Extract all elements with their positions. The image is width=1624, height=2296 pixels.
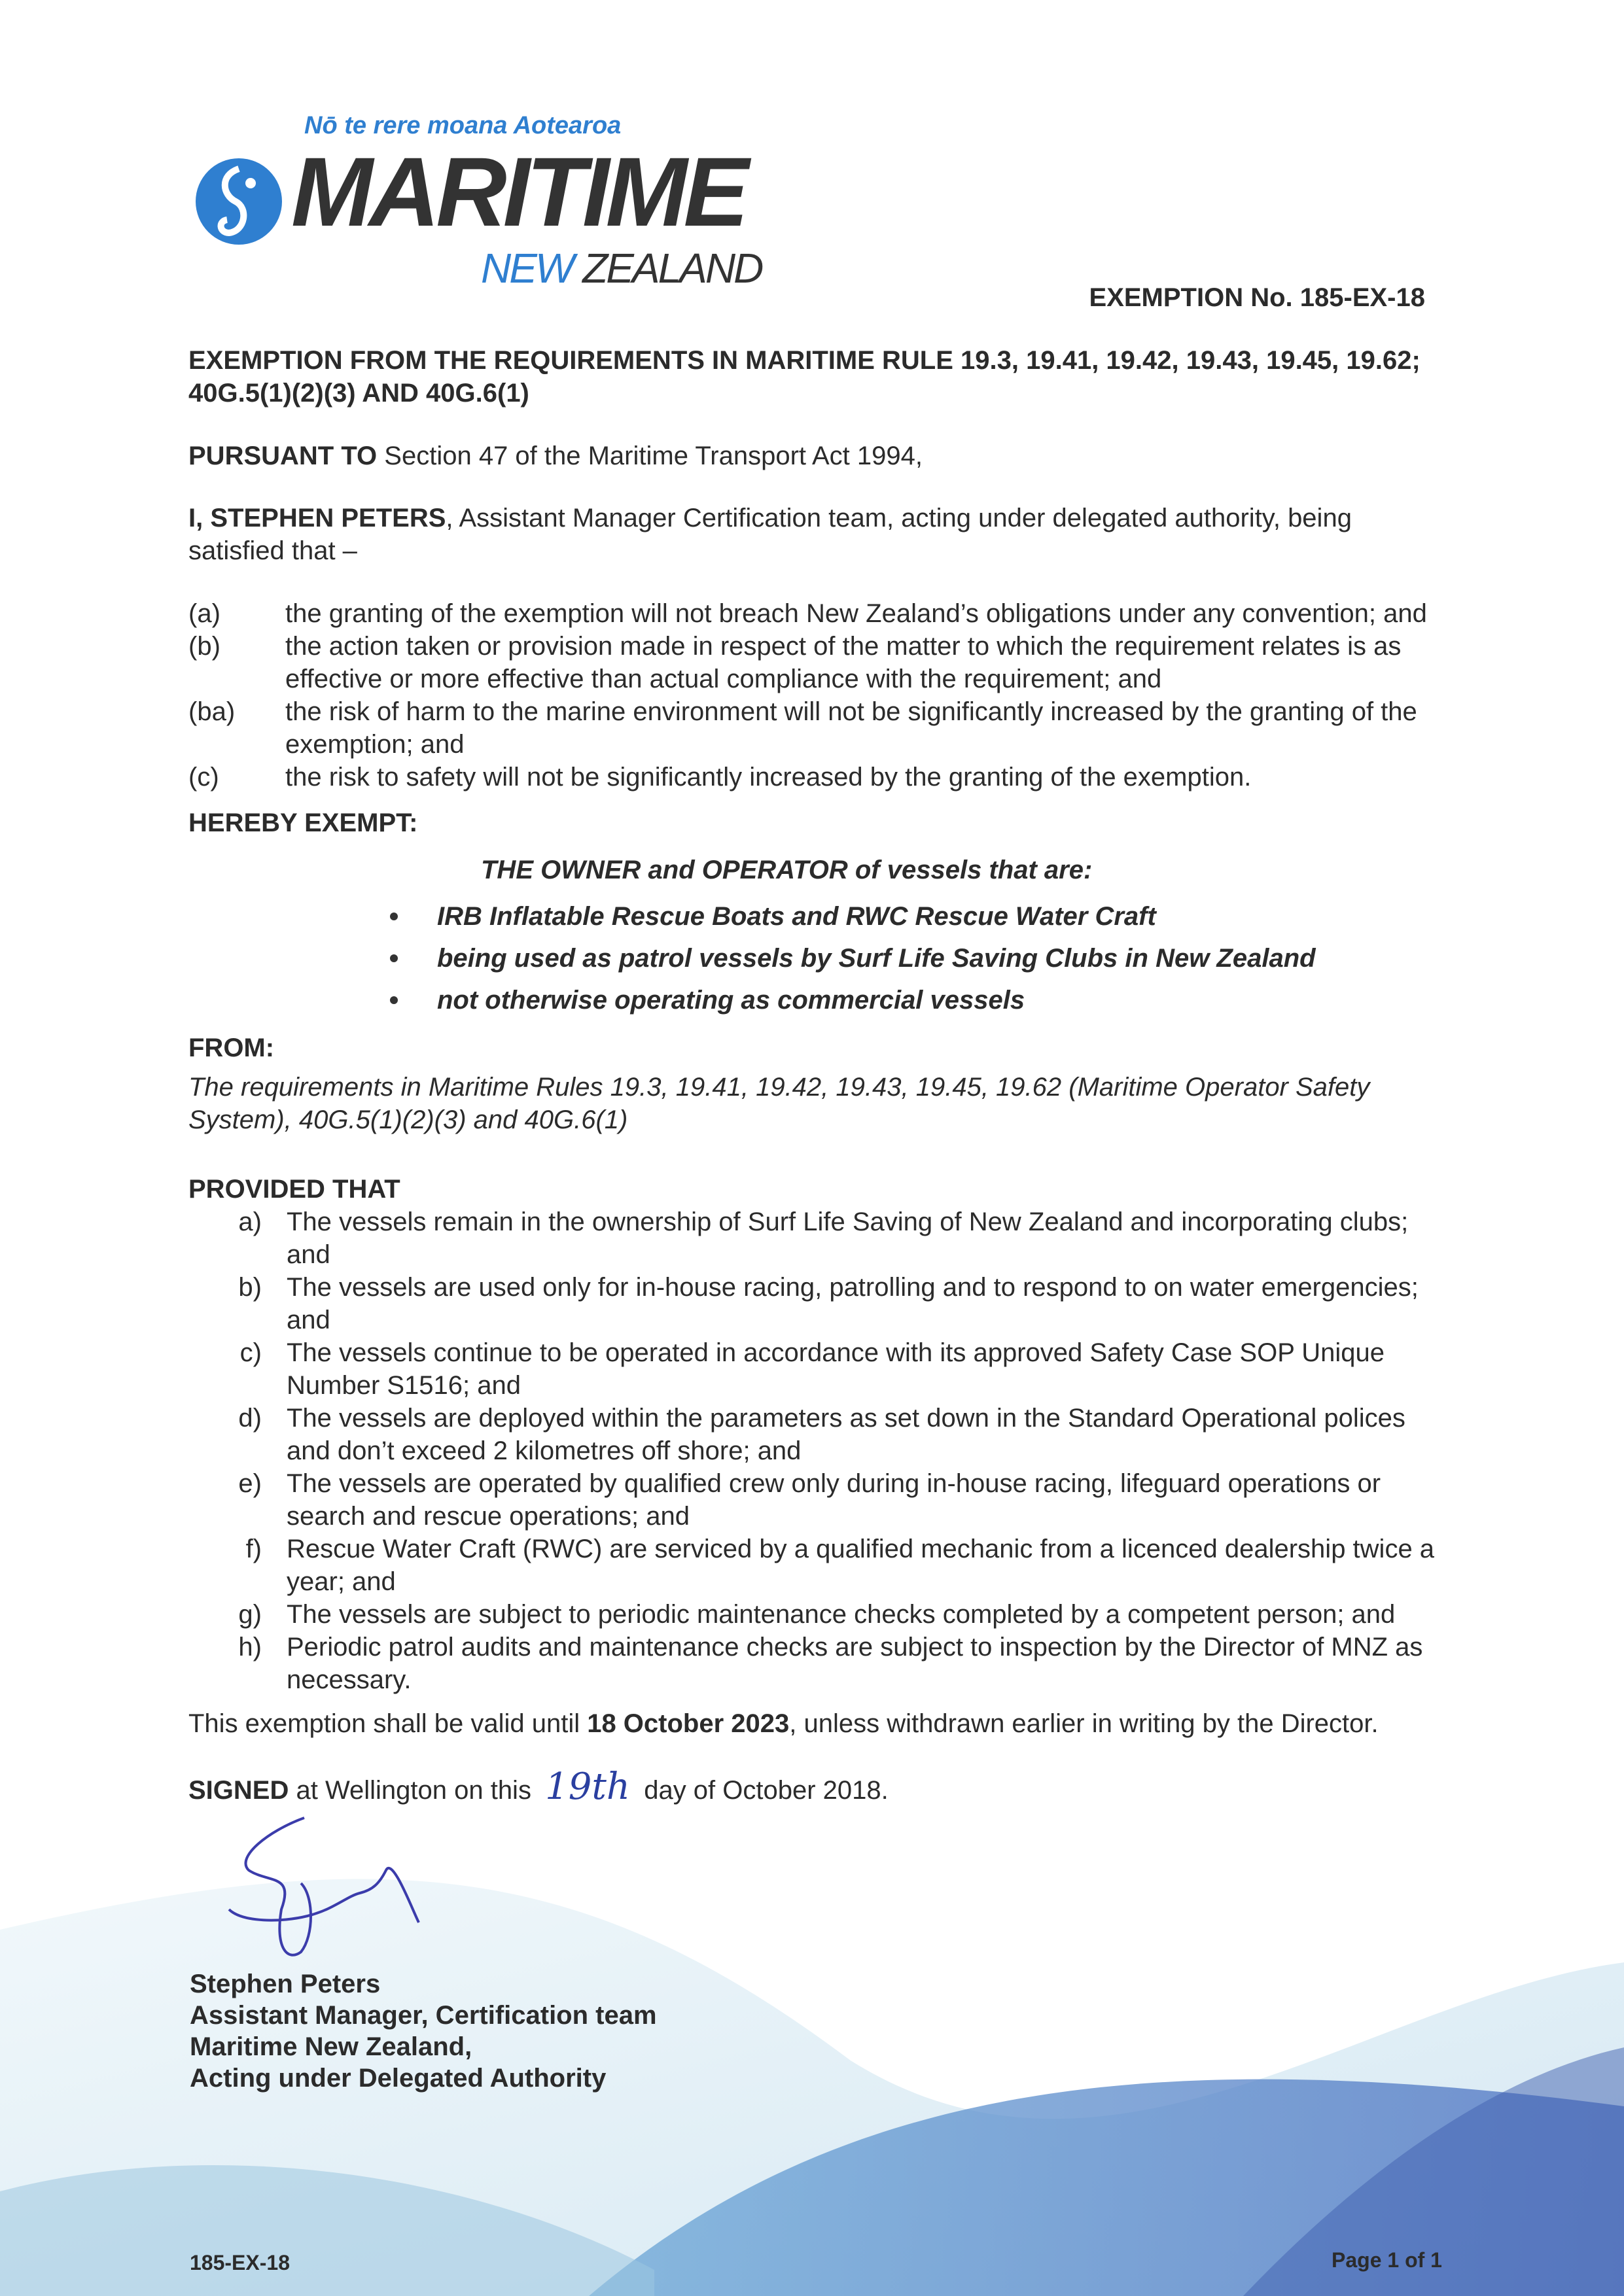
provision-label: h) [238,1633,262,1661]
logo-sub-new: NEW [481,245,573,292]
bullet-icon [390,954,398,962]
pursuant-label: PURSUANT TO [188,442,378,470]
bullet-item [390,937,1451,979]
from-heading: FROM: [188,1034,275,1062]
provision-label: b) [238,1273,262,1302]
condition-label: (a) [188,599,221,628]
footer-page-number: Page 1 of 1 [1332,2248,1442,2272]
condition-label: (ba) [188,697,236,726]
signed-label: SIGNED [188,1776,289,1805]
provision-item [203,1206,1451,1271]
document-title: EXEMPTION FROM THE REQUIREMENTS IN MARITIME RULE 19.3, 19.41, 19.42, 19.43, 19.45, 19.62; 40G.5(1)(2)(3) AND 40G.6(1) [188,346,1421,408]
bullet-text: being used as patrol vessels by Surf Life Saving Clubs in New Zealand [437,944,1316,973]
provisions-list [203,1206,1451,1696]
provision-item [203,1533,1451,1598]
validity-post: , unless withdrawn earlier in writing by the Director. [789,1709,1379,1738]
footer-reference: 185-EX-18 [190,2251,290,2274]
condition-item [188,630,1451,695]
intro-name: I, STEPHEN PETERS [188,504,446,532]
signed-pre: at Wellington on this [289,1776,531,1805]
provision-item [203,1631,1451,1696]
condition-text: the risk of harm to the marine environment will not be significantly increased by the granting of the exemption; and [285,697,1417,759]
signed-line [188,1766,1451,1811]
condition-item [188,761,1451,793]
provided-heading: PROVIDED THAT [188,1175,400,1204]
validity-statement [188,1707,1419,1740]
logo-tagline: Nō te rere moana Aotearoa [304,112,622,139]
signatory-block [190,1968,1451,2094]
provision-label: f) [245,1535,262,1563]
logo-name: MARITIME [291,137,745,247]
pursuant-clause [188,440,1451,472]
bullet-item [390,979,1451,1021]
provision-label: a) [238,1208,262,1236]
provision-item [203,1402,1451,1467]
from-text: The requirements in Maritime Rules 19.3, 19.41, 19.42, 19.43, 19.45, 19.62 (Maritime Operator Safety System), 40G.5(1)(2)(3) and 40G.6(1) [188,1073,1370,1134]
condition-item [188,597,1451,630]
hereby-exempt-heading: HEREBY EXEMPT: [188,809,418,837]
bullet-icon [390,996,398,1004]
bullet-text: not otherwise operating as commercial vessels [437,986,1025,1015]
document-body [188,344,1451,2094]
intro-clause [188,502,1451,567]
condition-label: (b) [188,632,221,661]
condition-text: the granting of the exemption will not breach New Zealand’s obligations under any convention; and [285,599,1427,628]
signatory-org: Maritime New Zealand, [190,2032,472,2061]
provision-label: d) [238,1404,262,1433]
validity-pre: This exemption shall be valid until [188,1709,588,1738]
provision-text: The vessels remain in the ownership of Surf Life Saving of New Zealand and incorporating clubs; and [287,1208,1409,1269]
signature-area [188,1811,1451,1968]
bullet-item [390,896,1451,937]
handwritten-day: 19th [545,1765,630,1808]
owner-line: THE OWNER and OPERATOR of vessels that are: [481,856,1093,884]
provision-text: Rescue Water Craft (RWC) are serviced by a qualified mechanic from a licenced dealership twice a year; and [287,1535,1435,1596]
exemption-number: EXEMPTION No. 185-EX-18 [1089,283,1425,312]
condition-item [188,695,1451,761]
bullet-icon [390,913,398,920]
provision-text: The vessels are used only for in-house racing, patrolling and to respond to on water emergencies; and [287,1273,1419,1334]
bullet-text: IRB Inflatable Rescue Boats and RWC Rescue Water Craft [437,902,1156,931]
signature [216,1811,478,1968]
provision-label: e) [238,1469,262,1498]
seahorse-emblem-icon [193,156,285,247]
provision-label: g) [238,1600,262,1629]
logo [193,111,808,307]
provision-item [203,1271,1451,1336]
provision-text: Periodic patrol audits and maintenance checks are subject to inspection by the Director of MNZ as necessary. [287,1633,1423,1694]
provision-text: The vessels are subject to periodic maintenance checks completed by a competent person; and [287,1600,1396,1629]
provision-text: The vessels are deployed within the parameters as set down in the Standard Operational polices and don’t exceed 2 kilometres off shore; and [287,1404,1405,1465]
intro-text: , Assistant Manager Certification team, acting under delegated authority, being satisfied that – [188,504,1352,565]
condition-label: (c) [188,763,219,791]
pursuant-text: Section 47 of the Maritime Transport Act 1994, [377,442,923,470]
signed-post: day of October 2018. [644,1776,889,1805]
provision-label: c) [239,1338,262,1367]
provision-text: The vessels are operated by qualified crew only during in-house racing, lifeguard operations or search and rescue operations; and [287,1469,1381,1531]
provision-item [203,1598,1451,1631]
provision-text: The vessels continue to be operated in accordance with its approved Safety Case SOP Unique Number S1516; and [287,1338,1385,1400]
logo-sub-zealand: ZEALAND [582,245,762,292]
conditions-list [188,597,1451,793]
vessel-bullets [390,896,1451,1021]
validity-date: 18 October 2023 [587,1709,790,1738]
signatory-name: Stephen Peters [190,1970,381,1998]
provision-item [203,1336,1451,1402]
signatory-authority: Acting under Delegated Authority [190,2064,607,2093]
condition-text: the risk to safety will not be significantly increased by the granting of the exemption. [285,763,1252,791]
condition-text: the action taken or provision made in respect of the matter to which the requirement relates is as effective or more effective than actual compliance with the requirement; and [285,632,1402,693]
signatory-title: Assistant Manager, Certification team [190,2001,657,2030]
provision-item [203,1467,1451,1533]
